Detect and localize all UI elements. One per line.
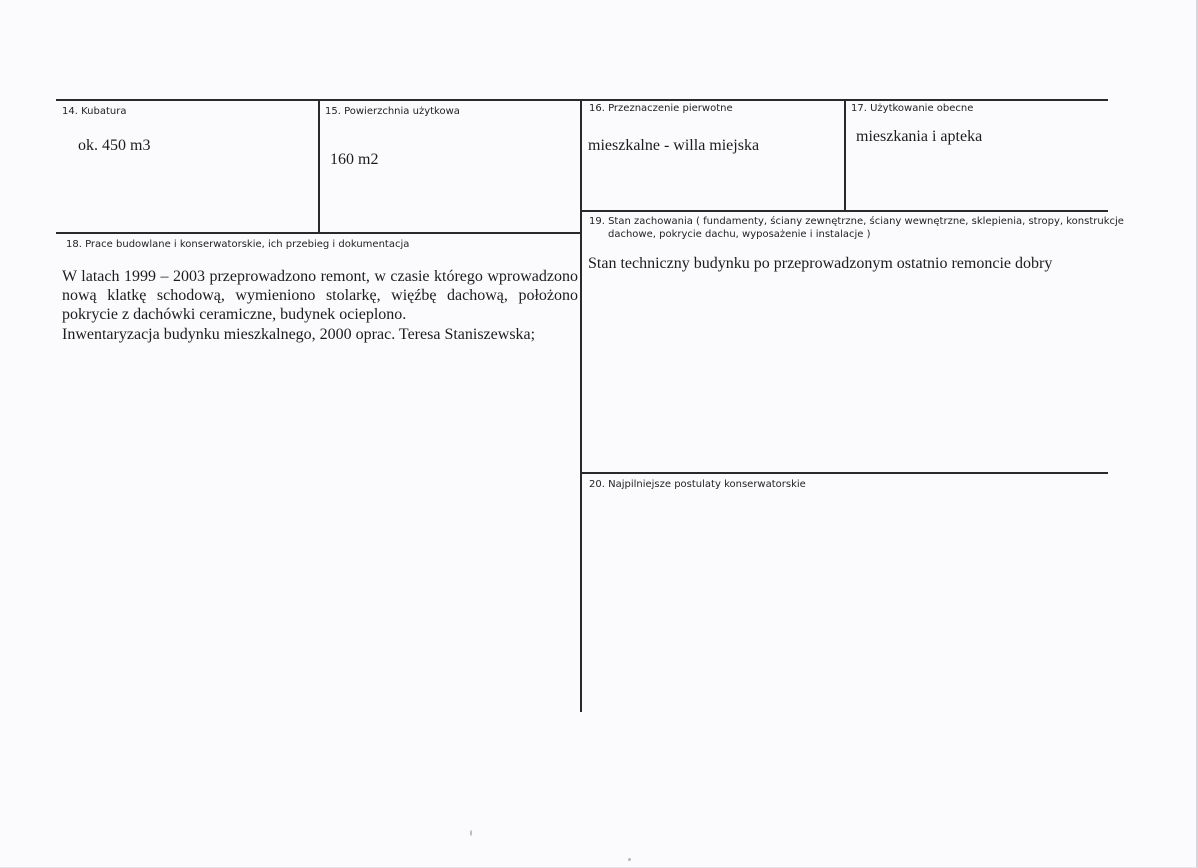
stan-zachowania-value: Stan techniczny budynku po przeprowadzonym ostatnio remoncie dobry (588, 255, 1053, 272)
uzytkowanie-obecne-value: mieszkania i apteka (856, 128, 983, 145)
kubatura-value: ok. 450 m3 (78, 137, 151, 154)
postulaty-label: 20. Najpilniejsze postulaty konserwatorskie (589, 479, 806, 490)
powierzchnia-label: 15. Powierzchnia użytkowa (325, 106, 460, 117)
scan-speck (628, 858, 631, 861)
rule-above-18 (56, 232, 582, 234)
prace-budowlane-label: 18. Prace budowlane i konserwatorskie, ich przebieg i dokumentacja (66, 239, 410, 250)
uzytkowanie-obecne-label: 17. Użytkowanie obecne (851, 103, 974, 114)
divider-14-15 (318, 101, 320, 234)
stan-zachowania-label-line2: dachowe, pokrycie dachu, wyposażenie i instalacje ) (608, 229, 871, 240)
scan-speck (470, 830, 472, 836)
stan-zachowania-label-line1: 19. Stan zachowania ( fundamenty, ściany zewnętrzne, ściany wewnętrzne, sklepienia, stropy, konstrukcje (589, 216, 1124, 227)
divider-16-17 (844, 101, 846, 211)
prace-budowlane-paragraph: W latach 1999 – 2003 przeprowadzono remont, w czasie którego wprowadzono nową klatkę schodową, wymieniono stolarkę, więźbę dachową, położono pokrycie z dachówki ceramiczne, budynek ocieplono. (62, 268, 578, 323)
top-rule (56, 99, 1108, 101)
rule-under-16-17 (582, 210, 1108, 212)
kubatura-label: 14. Kubatura (62, 106, 127, 117)
center-divider (580, 101, 582, 712)
rule-above-20 (582, 472, 1108, 474)
powierzchnia-value: 160 m2 (330, 151, 379, 168)
prace-budowlane-documentation: Inwentaryzacja budynku mieszkalnego, 2000 oprac. Teresa Staniszewska; (62, 326, 536, 343)
przeznaczenie-pierwotne-label: 16. Przeznaczenie pierwotne (589, 103, 733, 114)
przeznaczenie-pierwotne-value: mieszkalne - willa miejska (588, 137, 760, 154)
